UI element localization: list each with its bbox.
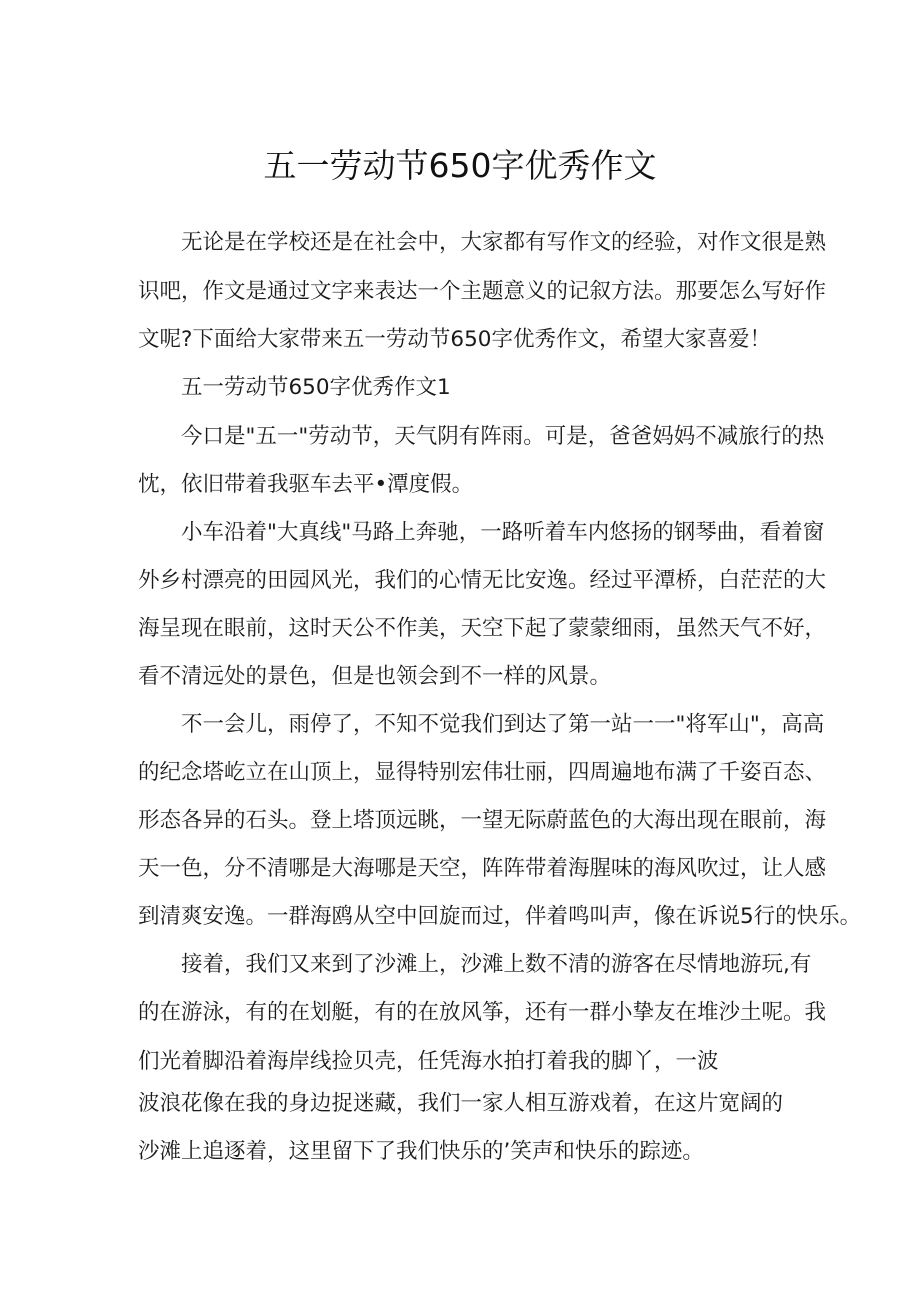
body-text-line: 海呈现在眼前，这时天公不作美，天空下起了蒙蒙细雨，虽然天气不好， (138, 616, 827, 641)
document-title: 五一劳动节650字优秀作文 (263, 146, 657, 185)
body-text-line: 无论是在学校还是在社会中，大家都有写作文的经验，对作文很是熟 (181, 230, 827, 255)
section-heading: 五一劳动节650字优秀作文1 (181, 375, 451, 400)
body-text-line: 不一会儿，雨停了，不知不觉我们到达了第一站一一"将军山"，高高 (181, 712, 825, 737)
body-text-line: 沙滩上追逐着，这里留下了我们快乐的’笑声和快乐的踪迹。 (138, 1139, 704, 1164)
body-text-line: 形态各异的石头。登上塔顶远眺，一望无际蔚蓝色的大海出现在眼前，海 (138, 808, 827, 833)
body-text-line: 到清爽安逸。一群海鸥从空中回旋而过，伴着鸣叫声，像在诉说5行的快乐。 (138, 904, 862, 929)
body-text-line: 们光着脚沿着海岸线捡贝壳，任凭海水拍打着我的脚丫，一波 (138, 1049, 719, 1074)
body-text-line: 识吧，作文是通过文字来表达一个主题意义的记叙方法。那要怎么写好作 (138, 279, 827, 304)
body-text-line: 的纪念塔屹立在山顶上，显得特别宏伟壮丽，四周遍地布满了千姿百态、 (138, 760, 827, 785)
body-text-line: 看不清远处的景色，但是也领会到不一样的风景。 (138, 664, 612, 689)
body-text-line: 的在游泳，有的在划艇，有的在放风筝，还有一群小挚友在堆沙土呢。我 (138, 1000, 827, 1025)
body-text-line: 天一色，分不清哪是大海哪是天空，阵阵带着海腥味的海风吹过，让人感 (138, 856, 827, 881)
body-text-line: 波浪花像在我的身边捉迷藏，我们一家人相互游戏着，在这片宽阔的 (138, 1091, 784, 1116)
body-text-line: 今口是"五一"劳动节，天气阴有阵雨。可是，爸爸妈妈不减旅行的热 (181, 424, 825, 449)
body-text-line: 接着，我们又来到了沙滩上，沙滩上数不清的游客在尽情地游玩,有 (181, 952, 812, 977)
body-text-line: 外乡村漂亮的田园风光，我们的心情无比安逸。经过平潭桥，白茫茫的大 (138, 568, 827, 593)
body-text-line: 小车沿着"大真线"马路上奔驰，一路听着车内悠扬的钢琴曲，看着窗 (181, 520, 825, 545)
body-text-line: 忱，依旧带着我驱车去平•潭度假。 (138, 472, 474, 497)
body-text-line: 文呢?下面给大家带来五一劳动节650字优秀作文，希望大家喜爱！ (138, 327, 771, 352)
